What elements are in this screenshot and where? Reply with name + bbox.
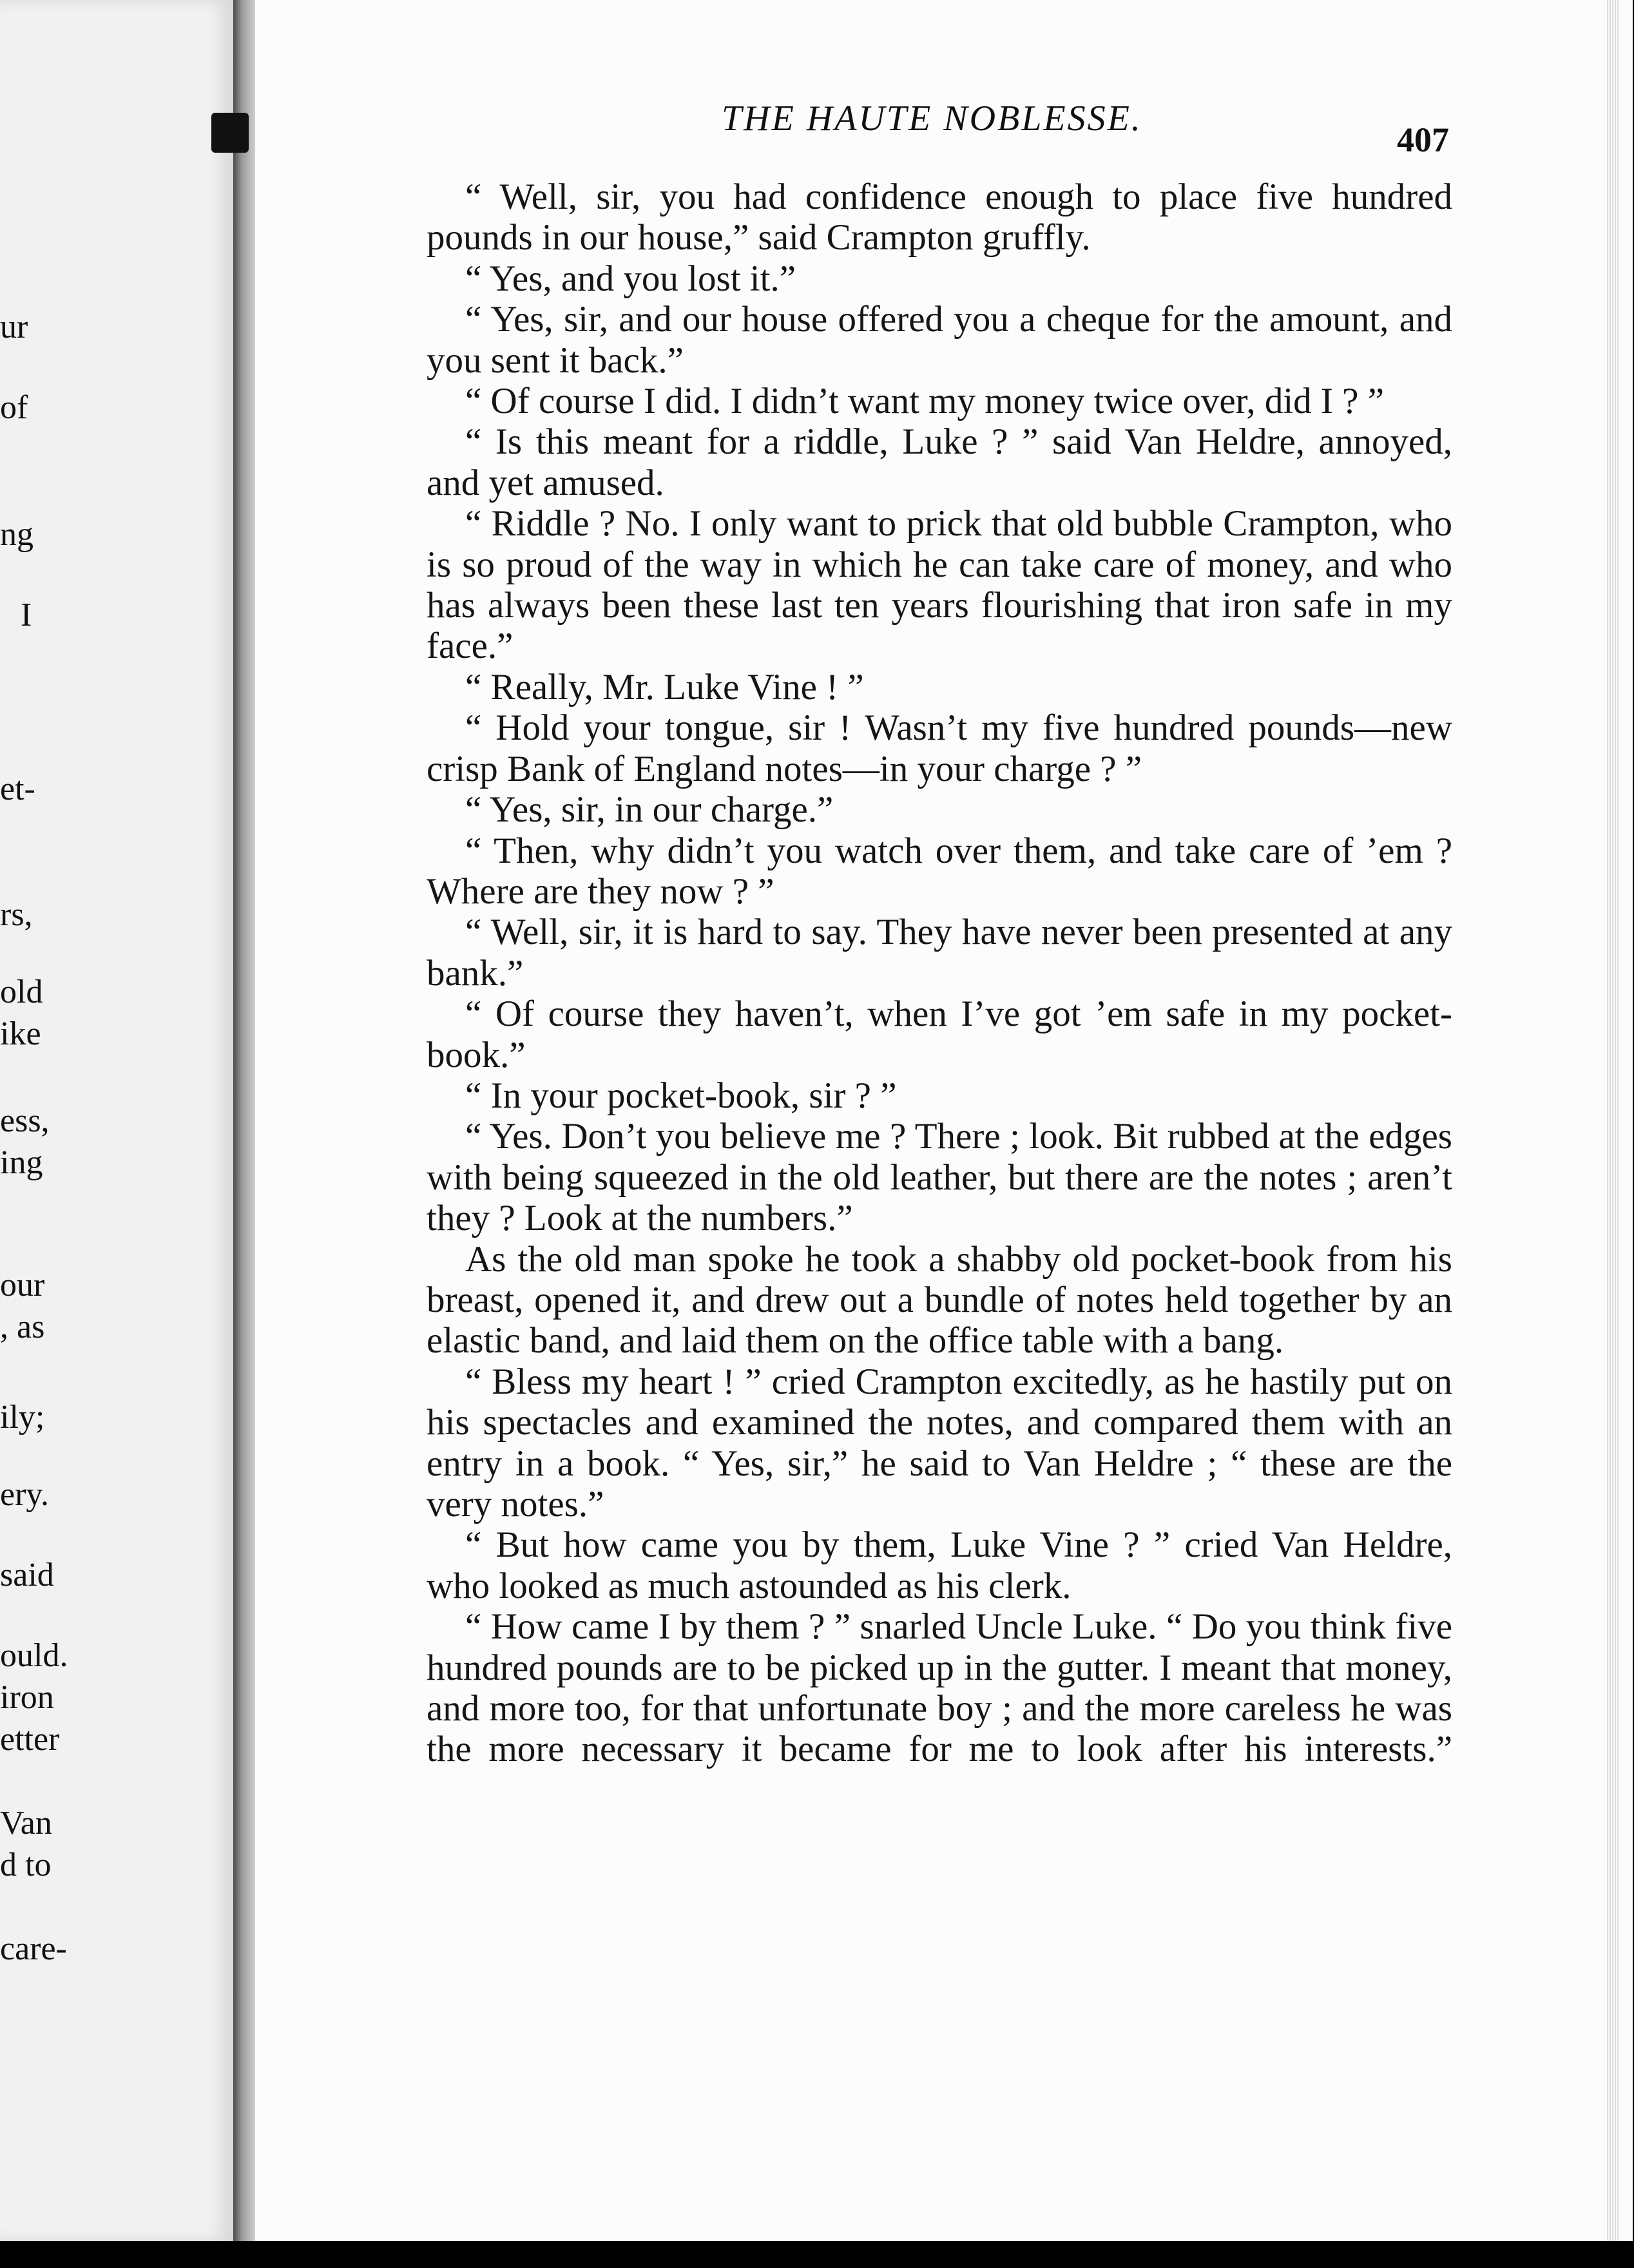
left-page-fragment: , as xyxy=(0,1309,45,1345)
binding-clip xyxy=(211,113,249,153)
paragraph: “ Yes, sir, in our charge.” xyxy=(465,789,834,831)
left-page-fragment: of xyxy=(0,389,28,426)
left-page-fragment: ess, xyxy=(0,1102,50,1139)
paragraph: “ Yes. Don’t you believe me ? There ; look. Bit rubbed at the edges with being squeezed in the old leather, but there are the notes ; aren’t they ? Look at the numbers.” xyxy=(427,1116,1452,1239)
left-page xyxy=(0,0,233,2241)
paragraph: “ Yes, sir, and our house offered you a cheque for the amount, and you sent it back.” xyxy=(427,299,1452,381)
page-edge xyxy=(1607,0,1620,2241)
paragraph: “ But how came you by them, Luke Vine ? ” cried Van Heldre, who looked as much astounded as his clerk. xyxy=(427,1524,1452,1606)
left-page-fragment: ould. xyxy=(0,1637,68,1674)
paragraph: “ Bless my heart ! ” cried Crampton excitedly, as he hastily put on his spectacles and examined the notes, and compared them with an entry in a book. “ Yes, sir,” he said to Van Heldre ; “ these are the very notes.” xyxy=(427,1361,1452,1524)
left-page-fragment: ng xyxy=(0,516,34,553)
left-page-fragment: Van xyxy=(0,1805,52,1841)
paragraph: “ Is this meant for a riddle, Luke ? ” said Van Heldre, annoyed, and yet amused. xyxy=(427,421,1452,503)
left-page-fragment: said xyxy=(0,1557,54,1593)
paragraph: “ In your pocket-book, sir ? ” xyxy=(465,1075,897,1116)
left-page-fragment: ing xyxy=(0,1144,43,1181)
body-text xyxy=(427,177,1452,1770)
left-page-fragment: ike xyxy=(0,1015,41,1052)
left-page-fragment: etter xyxy=(0,1721,60,1758)
paragraph: “ Then, why didn’t you watch over them, and take care of ’em ? Where are they now ? ” xyxy=(427,830,1452,912)
scan-border xyxy=(0,2241,1634,2268)
paragraph: “ Riddle ? No. I only want to prick that old bubble Crampton, who is so proud of the way in which he can take care of money, and who has always been these last ten years flourishing that iron safe in my face.” xyxy=(427,503,1452,667)
paragraph: “ Well, sir, you had confidence enough to place five hundred pounds in our house,” said Crampton gruffly. xyxy=(427,177,1452,258)
paragraph: “ Hold your tongue, sir ! Wasn’t my five hundred pounds—new crisp Bank of England notes—in your charge ? ” xyxy=(427,707,1452,789)
left-page-fragment: et- xyxy=(0,771,35,807)
paragraph: “ Really, Mr. Luke Vine ! ” xyxy=(465,666,864,707)
left-page-fragment: ily; xyxy=(0,1399,45,1436)
paragraph: “ How came I by them ? ” snarled Uncle Luke. “ Do you think five hundred pounds are to be picked up in the gutter. I meant that money, and more too, for that unfortunate boy ; and the more careless he was the more necessary it became for me to look after his interests.” xyxy=(427,1606,1452,1770)
book-gutter xyxy=(233,0,255,2241)
left-page-fragment: old xyxy=(0,974,43,1010)
paragraph: As the old man spoke he took a shabby old pocket-book from his breast, opened it, and drew out a bundle of notes held together by an elastic band, and laid them on the office table with a bang. xyxy=(427,1238,1452,1361)
page-number: 407 xyxy=(1397,120,1449,159)
paragraph: “ Well, sir, it is hard to say. They have never been presented at any bank.” xyxy=(427,912,1452,994)
left-page-fragment: d to xyxy=(0,1847,52,1883)
left-page-fragment: I xyxy=(21,597,32,633)
left-page-fragment: rs, xyxy=(0,896,33,933)
left-page-fragment: ur xyxy=(0,309,28,345)
paragraph: “ Yes, and you lost it.” xyxy=(465,258,796,299)
left-page-fragment: ery. xyxy=(0,1476,50,1513)
paragraph: “ Of course they haven’t, when I’ve got ’em safe in my pocket-book.” xyxy=(427,994,1452,1075)
left-page-fragment: our xyxy=(0,1267,45,1303)
left-page-fragment: iron xyxy=(0,1679,54,1716)
paragraph: “ Of course I did. I didn’t want my money twice over, did I ? ” xyxy=(465,381,1385,422)
running-head: THE HAUTE NOBLESSE. xyxy=(722,99,1142,139)
left-page-fragment: care- xyxy=(0,1930,67,1967)
